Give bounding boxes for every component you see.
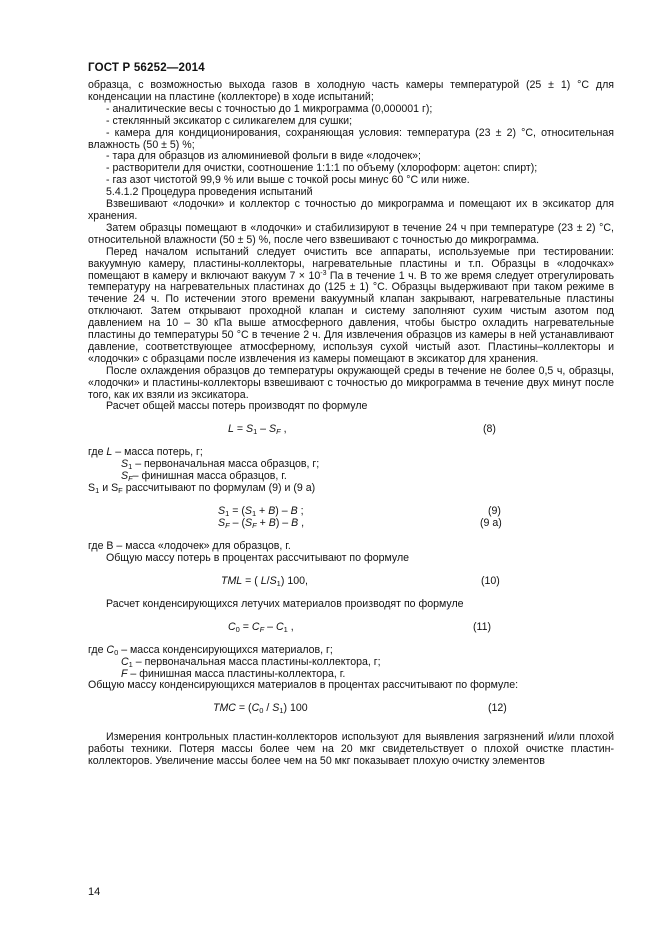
page-number: 14 [88,886,101,898]
paragraph: Измерения контрольных пластин-коллекторов используют для выявления загрязнений и/или плохой работы техники. Потеря массы более чем на 20 мкг свидетельствует о плохой очистке пластин-коллекторов. Увеличение массы более чем на 50 мкг показывает плохую очистку элементов [88,731,614,768]
equation-9a [88,518,614,530]
equation-12 [88,703,614,715]
definition: F – финишная масса пластины-коллектора, г. [121,667,346,680]
paragraph: Затем образцы помещают в «лодочки» и стабилизируют в течение 24 ч при температуре (23 ± 2) °С, относительной влажности (50 ± 5) %, после чего взвешивают с точностью до микрограмма. [88,221,614,246]
equation-8 [88,424,614,436]
equation-number: (9) [488,505,501,517]
paragraph: Общую массу потерь в процентах рассчитывают по формуле [106,551,410,564]
paragraph: Взвешивают «лодочки» и коллектор с точностью до микрограмма и помещают их в эксикатор для хранения. [88,198,614,222]
definition: $S_F-$ финишная масса образцов, г. [121,470,287,484]
equation-text: $S_F - (S_F + B) - B$ , [218,517,305,530]
definition: $C_1$ – первоначальная масса пластины-коллектора, г; [121,655,381,669]
definition: $S_1$ и $S_F$ рассчитывают по формулам (9) и (9 а) [88,482,316,496]
paragraph: Общую массу конденсирующихся материалов в процентах рассчитывают по формуле: [88,679,519,692]
paragraph: Расчет общей массы потерь производят по формуле [106,400,368,413]
equation-number: (8) [483,423,496,436]
equation-text: TMC = $(C_0 / S_1)$ 100 [213,702,308,716]
equation-text: $L = S_1 - S_F$ , [228,423,287,437]
list-item: - газ азот чистотой 99,9 % или выше с точкой росы минус 60 °С или ниже. [106,174,470,187]
definition: где L – масса потерь, г; [88,446,203,459]
equation-9 [88,506,614,518]
document-body [88,80,614,768]
equation-number: (12) [488,702,507,715]
equation-number: (10) [481,574,500,587]
paragraph: После охлаждения образцов до температуры окружающей среды в течение не более 0,5 ч, образцы, «лодочки» и пластины-коллекторы взвешивают с точностью до микрограмма в течение двух минут после того, как их взяли из эксикатора. [88,364,614,401]
equation-10 [88,576,614,588]
list-item: - камера для кондиционирования, сохраняющая условия: температура (23 ± 2) °С, относительная влажность (50 ± 5) %; [88,126,614,151]
paragraph: Расчет конденсирующихся летучих материалов производят по формуле [106,597,464,610]
exponent: -3 [320,269,327,277]
equation-text: $S_1 = (S_1 + B) - B$ ; [218,505,304,518]
equation-number: (11) [473,620,492,633]
list-item: - аналитические весы с точностью до 1 микрограмма (0,000001 г); [106,102,433,115]
paragraph: образца, с возможностью выхода газов в холодную часть камеры температурой (25 ± 1) °С для конденсации на пластине (коллекторе) в ходе испытаний; [88,79,614,103]
list-item: - стеклянный эксикатор с силикагелем для сушки; [106,114,353,127]
definition: $S_1$ – первоначальная масса образцов, г; [121,458,320,472]
definition: где $C_0$ – масса конденсирующихся материалов, г; [88,643,333,657]
list-item: - тара для образцов из алюминиевой фольги в виде «лодочек»; [106,150,422,163]
equation-number: (9 а) [480,517,502,529]
equation-text: $C_0 = C_F - C_1$ , [228,620,294,634]
document-header: ГОСТ Р 56252—2014 [88,62,205,74]
list-item: - растворители для очистки, соотношение 1:1:1 по объему (хлороформ: ацетон: спирт); [106,162,538,175]
paragraph-part: Перед началом испытаний следует очистить все аппараты, используемые при тестировании: вакуумную камеру, пластины-коллекторы, нагревательные пластины и т.п. Образцы в «лодочках» помещают в камеру и включают вакуум 7 × 10 [88,245,614,282]
section-heading: 5.4.1.2 Процедура проведения испытаний [106,186,313,199]
equation-11 [88,622,614,634]
paragraph-part: Па в течение 1 ч. В то же время следует отрегулировать температуру на нагревательных пластинах до (125 ± 1) °С. Образцы выдерживают при таком режиме в течение 24 ч. По истечении этого времени вакуумный клапан закрывают, нагревательные пластины отключают. Затем открывают проходной клапан и систему заполняют сухим чистым азотом под давлением на 10 – 30 кПа выше атмосферного давления, чтобы быстро охладить нагревательные пластины до температуры 50 °С в течение 2 ч. Для извлечения образцов из камеры в ней устанавливают давление, соответствующее атмосферному, используя сухой чистый азот. Пластины–коллекторы и «лодочки» с образцами после извлечения из камеры помещают в эксикатор для хранения. [88,269,614,365]
paragraph [88,247,614,366]
definition: где В – масса «лодочек» для образцов, г. [88,540,291,552]
equation-text: TML = ( $L/S_1$) 100, [221,574,308,588]
